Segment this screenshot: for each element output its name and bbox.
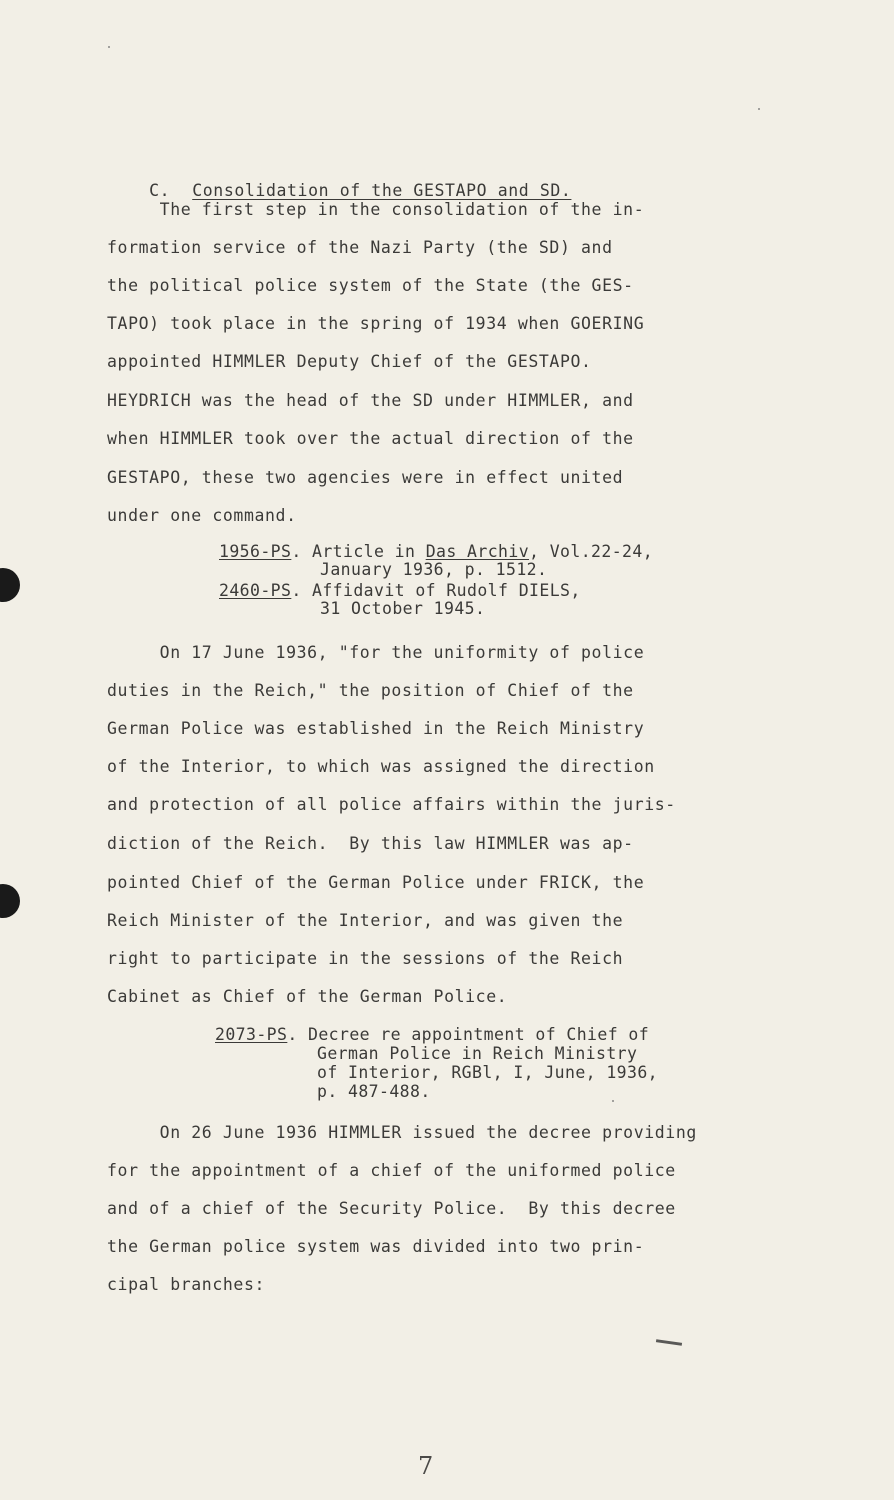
paper-speck — [758, 108, 760, 110]
citation-line — [219, 583, 581, 598]
paragraph-line: pointed Chief of the German Police under FRICK, the — [107, 873, 645, 892]
paragraph-line: GESTAPO, these two agencies were in effect united — [107, 468, 624, 487]
punch-hole — [0, 884, 20, 918]
citation-line: German Police in Reich Ministry — [317, 1044, 638, 1063]
section-letter: C. — [149, 181, 171, 200]
paragraph-line: right to participate in the sessions of the Reich — [107, 949, 624, 968]
section-title: Consolidation of the GESTAPO and SD. — [192, 181, 572, 200]
citation-text: , Vol.22-24, — [529, 542, 654, 561]
paragraph-line: formation service of the Nazi Party (the SD) and — [107, 238, 613, 257]
paragraph-line: TAPO) took place in the spring of 1934 when GOERING — [107, 314, 645, 333]
paragraph-line: and protection of all police affairs within the juris- — [107, 795, 676, 814]
paragraph-line: The first step in the consolidation of the in- — [107, 200, 645, 219]
exhibit-reference: 2460-PS — [219, 581, 292, 600]
citation-line — [219, 544, 653, 559]
paragraph-line: and of a chief of the Security Police. By this decree — [107, 1199, 676, 1218]
citation-text: . Article in — [291, 542, 426, 561]
paragraph-line: diction of the Reich. By this law HIMMLER was ap- — [107, 834, 634, 853]
citation-line: p. 487-488. — [317, 1082, 431, 1101]
pen-mark — [656, 1339, 682, 1346]
exhibit-reference: 2073-PS — [215, 1025, 288, 1044]
exhibit-reference: 1956-PS — [219, 542, 292, 561]
journal-title: Das Archiv — [425, 542, 530, 561]
paper-speck — [612, 1100, 614, 1102]
paragraph-line: the political police system of the State (the GES- — [107, 276, 634, 295]
citation-line: 31 October 1945. — [320, 599, 486, 618]
punch-hole — [0, 568, 20, 602]
citation-text: . Affidavit of Rudolf DIELS, — [291, 581, 581, 600]
paragraph-line: HEYDRICH was the head of the SD under HIMMLER, and — [107, 391, 634, 410]
paper-speck — [108, 46, 110, 48]
paragraph-line: duties in the Reich," the position of Chief of the — [107, 681, 634, 700]
paragraph-line: for the appointment of a chief of the uniformed police — [107, 1161, 676, 1180]
paragraph-line: Cabinet as Chief of the German Police. — [107, 987, 508, 1006]
paragraph-line: the German police system was divided into two prin- — [107, 1237, 645, 1256]
paragraph-line: under one command. — [107, 506, 297, 525]
paragraph-line: appointed HIMMLER Deputy Chief of the GESTAPO. — [107, 352, 592, 371]
page-number: 7 — [418, 1452, 434, 1480]
paragraph-line: German Police was established in the Reich Ministry — [107, 719, 645, 738]
citation-line: of Interior, RGBl, I, June, 1936, — [317, 1063, 659, 1082]
paragraph-line: Reich Minister of the Interior, and was given the — [107, 911, 624, 930]
paragraph-line: cipal branches: — [107, 1275, 266, 1294]
paragraph-line: of the Interior, to which was assigned the direction — [107, 757, 655, 776]
citation-line — [215, 1027, 649, 1042]
paragraph-line: On 17 June 1936, "for the uniformity of police — [107, 643, 645, 662]
paragraph-line: On 26 June 1936 HIMMLER issued the decree providing — [107, 1123, 697, 1142]
citation-line: January 1936, p. 1512. — [320, 560, 548, 579]
citation-text: . Decree re appointment of Chief of — [287, 1025, 650, 1044]
paragraph-line: when HIMMLER took over the actual direction of the — [107, 429, 634, 448]
